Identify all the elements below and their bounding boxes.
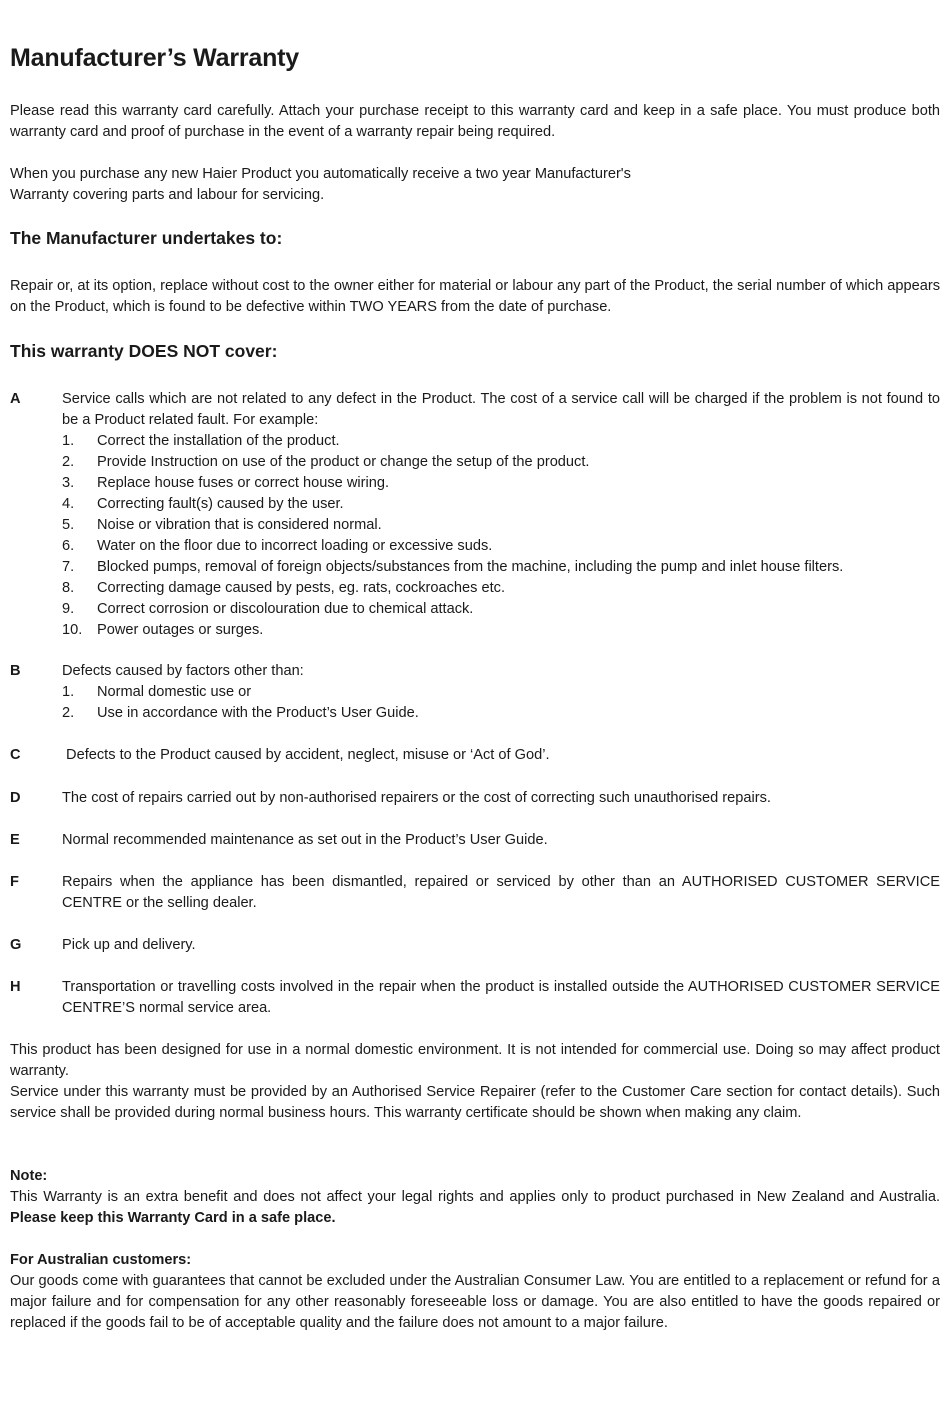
section-text: Defects to the Product caused by accident, neglect, misuse or ‘Act of God’. — [62, 747, 550, 763]
list-item — [62, 703, 940, 724]
australian-customers-paragraph — [10, 1250, 940, 1334]
section-letter: G — [10, 937, 22, 953]
service-text: Service under this warranty must be provided by an Authorised Service Repairer (refer to the Customer Care section for contact details). Such service shall be provided during normal business hours. This warranty certificate should be shown when making any claim. — [10, 1084, 940, 1121]
section-text: Transportation or travelling costs involved in the repair when the product is installed outside the AUTHORISED CUSTOMER SERVICE CENTRE’S normal service area. — [62, 979, 940, 1016]
undertakes-text: Repair or, at its option, replace without cost to the owner either for material or labour any part of the Product, the serial number of which appears on the Product, which is found to be defective within TWO YEARS from the date of purchase. — [10, 278, 940, 315]
list-item-text: Blocked pumps, removal of foreign objects/substances from the machine, including the pump and inlet house filters. — [97, 559, 844, 575]
section-text: Repairs when the appliance has been dismantled, repaired or serviced by other than an AUTHORISED CUSTOMER SERVICE CENTRE or the selling dealer. — [62, 874, 940, 911]
list-item-number: 1. — [62, 684, 75, 700]
list-item — [62, 620, 940, 641]
domestic-use-text: This product has been designed for use in a normal domestic environment. It is not intended for commercial use. Doing so may affect product warranty. — [10, 1042, 940, 1079]
list-item-text: Correct the installation of the product. — [97, 433, 340, 449]
list-item-number: 3. — [62, 475, 75, 491]
list-item-text: Provide Instruction on use of the product or change the setup of the product. — [97, 454, 590, 470]
note-bold-text: Please keep this Warranty Card in a safe place. — [10, 1210, 336, 1226]
section-text: Pick up and delivery. — [62, 937, 196, 953]
intro-paragraph-1: Please read this warranty card carefully. Attach your purchase receipt to this warranty card and keep in a safe place. You must produce both warranty card and proof of purchase in the event of a warranty repair being required. — [10, 103, 940, 140]
domestic-use-paragraph — [10, 1040, 940, 1124]
list-item-number: 2. — [62, 705, 75, 721]
list-item-text: Correcting fault(s) caused by the user. — [97, 496, 344, 512]
list-item-number: 9. — [62, 601, 75, 617]
intro-paragraph-2 — [10, 164, 940, 206]
list-item-text: Normal domestic use or — [97, 684, 252, 700]
list-item-text: Replace house fuses or correct house wiring. — [97, 475, 390, 491]
section-letter: D — [10, 790, 21, 806]
list-item — [62, 515, 940, 536]
list-item-number: 1. — [62, 433, 75, 449]
list-item-text: Correct corrosion or discolouration due to chemical attack. — [97, 601, 474, 617]
intro-paragraph-2-line-2: Warranty covering parts and labour for servicing. — [10, 187, 325, 203]
list-item-number: 8. — [62, 580, 75, 596]
list-item-number: 5. — [62, 517, 75, 533]
section-letter: C — [10, 747, 21, 763]
section-b-list — [62, 682, 940, 724]
list-item — [62, 536, 940, 557]
section-text: The cost of repairs carried out by non-authorised repairers or the cost of correcting such unauthorised repairs. — [62, 790, 771, 806]
undertakes-heading: The Manufacturer undertakes to: — [10, 228, 283, 248]
list-item-text: Use in accordance with the Product’s User Guide. — [97, 705, 419, 721]
section-a-list — [62, 431, 940, 641]
list-item-number: 6. — [62, 538, 75, 554]
list-item-text: Noise or vibration that is considered normal. — [97, 517, 382, 533]
note-text: This Warranty is an extra benefit and does not affect your legal rights and applies only to product purchased in New Zealand and Australia. — [10, 1189, 940, 1205]
list-item — [62, 473, 940, 494]
section-letter: E — [10, 832, 20, 848]
australian-customers-text: Our goods come with guarantees that cannot be excluded under the Australian Consumer Law. You are entitled to a replacement or refund for a major failure and for compensation for any other reasonably foreseeable loss or damage. You are also entitled to have the goods repaired or replaced if the goods fail to be of acceptable quality and the failure does not amount to a major failure. — [10, 1273, 940, 1331]
list-item-number: 7. — [62, 559, 75, 575]
section-letter: F — [10, 874, 19, 890]
note-paragraph — [10, 1166, 940, 1229]
list-item — [62, 494, 940, 515]
section-text: Service calls which are not related to any defect in the Product. The cost of a service call will be charged if the problem is not found to be a Product related fault. For example: — [62, 391, 940, 428]
australian-customers-label: For Australian customers: — [10, 1252, 192, 1268]
list-item-text: Correcting damage caused by pests, eg. rats, cockroaches etc. — [97, 580, 506, 596]
list-item-text: Power outages or surges. — [97, 622, 264, 638]
section-text: Defects caused by factors other than: — [62, 663, 304, 679]
note-label: Note: — [10, 1168, 48, 1184]
list-item — [62, 431, 940, 452]
section-letter: B — [10, 663, 21, 679]
list-item — [62, 599, 940, 620]
intro-paragraph-2-line-1: When you purchase any new Haier Product you automatically receive a two year Manufacturer's — [10, 166, 631, 182]
list-item — [62, 557, 940, 578]
list-item-number: 10. — [62, 622, 83, 638]
list-item — [62, 682, 940, 703]
page-title: Manufacturer’s Warranty — [10, 44, 299, 72]
section-letter: A — [10, 391, 21, 407]
list-item — [62, 452, 940, 473]
list-item-number: 4. — [62, 496, 75, 512]
section-letter: H — [10, 979, 21, 995]
not-cover-heading: This warranty DOES NOT cover: — [10, 341, 278, 361]
list-item-text: Water on the floor due to incorrect loading or excessive suds. — [97, 538, 493, 554]
list-item — [62, 578, 940, 599]
section-text: Normal recommended maintenance as set out in the Product’s User Guide. — [62, 832, 548, 848]
list-item-number: 2. — [62, 454, 75, 470]
